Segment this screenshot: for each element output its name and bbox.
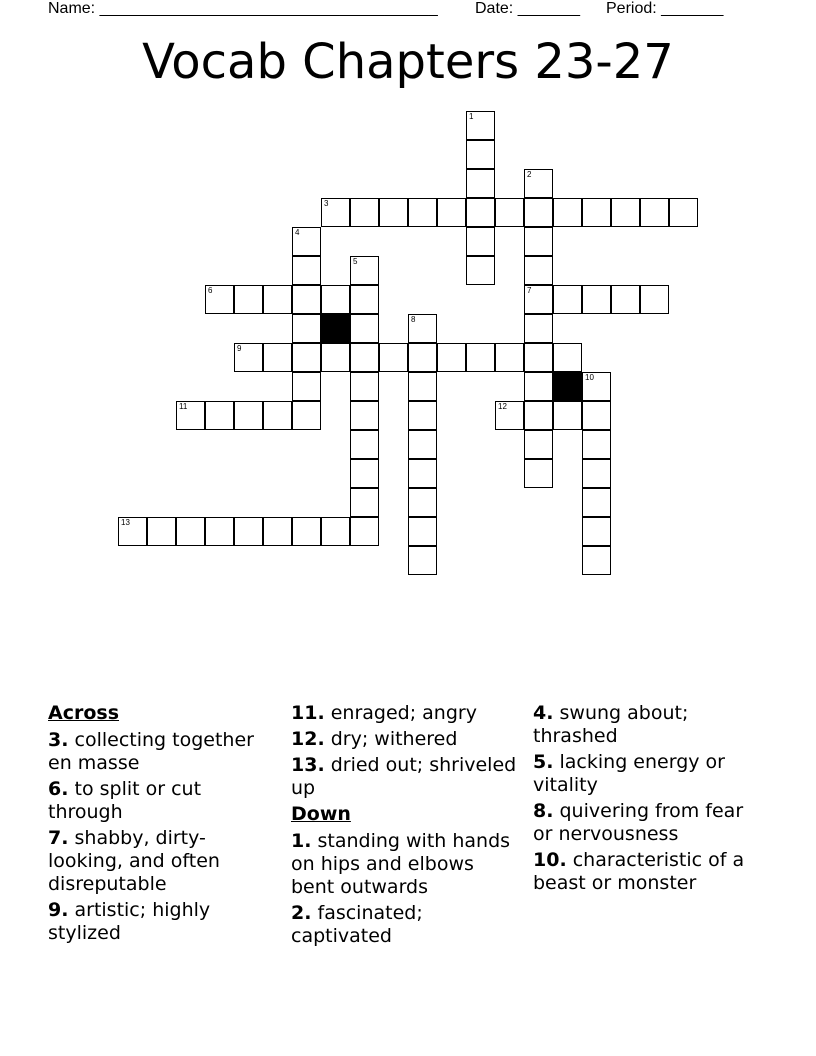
- clue-number-label: 8: [411, 315, 416, 324]
- grid-cell[interactable]: [176, 517, 205, 546]
- grid-cell[interactable]: [408, 517, 437, 546]
- grid-cell[interactable]: [379, 343, 408, 372]
- clue-number-label: 2: [527, 170, 532, 179]
- grid-cell[interactable]: [495, 198, 524, 227]
- grid-cell[interactable]: [582, 517, 611, 546]
- grid-cell[interactable]: [582, 546, 611, 575]
- clue-number-label: 5: [353, 257, 358, 266]
- clue-number-label: 3: [324, 199, 329, 208]
- grid-cell[interactable]: [408, 314, 437, 343]
- grid-cell[interactable]: [582, 285, 611, 314]
- grid-cell[interactable]: [640, 285, 669, 314]
- grid-cell[interactable]: [147, 517, 176, 546]
- grid-cell[interactable]: [408, 372, 437, 401]
- clue-across: 6. to split or cut through: [48, 778, 202, 823]
- grid-cell[interactable]: [524, 343, 553, 372]
- clue-across: 3. collecting together en masse: [48, 729, 254, 774]
- grid-cell[interactable]: [466, 343, 495, 372]
- clue-down: 5. lacking energy or vitality: [533, 751, 725, 796]
- grid-cell[interactable]: [205, 285, 234, 314]
- clue-number-label: 9: [237, 344, 242, 353]
- grid-cell[interactable]: [321, 198, 350, 227]
- down-heading: Down: [291, 803, 351, 825]
- grid-cell[interactable]: [437, 343, 466, 372]
- grid-cell[interactable]: [234, 401, 263, 430]
- grid-cell[interactable]: [466, 140, 495, 169]
- clue-number-label: 1: [469, 112, 474, 121]
- grid-cell[interactable]: [408, 430, 437, 459]
- clue-down: 8. quivering from fear or nervousness: [533, 800, 744, 845]
- grid-cell[interactable]: [437, 198, 466, 227]
- date-field-label[interactable]: Date: _______: [475, 0, 580, 17]
- grid-cell[interactable]: [118, 517, 147, 546]
- name-field-label[interactable]: Name: ______________________________________: [48, 0, 438, 17]
- grid-cell[interactable]: [350, 401, 379, 430]
- grid-cell[interactable]: [408, 488, 437, 517]
- grid-cell[interactable]: [263, 401, 292, 430]
- grid-cell[interactable]: [292, 401, 321, 430]
- grid-cell[interactable]: [669, 198, 698, 227]
- grid-cell[interactable]: [292, 256, 321, 285]
- grid-cell[interactable]: [205, 401, 234, 430]
- grid-cell[interactable]: [495, 343, 524, 372]
- page-title: Vocab Chapters 23-27: [142, 34, 674, 90]
- grid-cell[interactable]: [176, 401, 205, 430]
- grid-cell[interactable]: [350, 459, 379, 488]
- grid-cell[interactable]: [350, 488, 379, 517]
- grid-cell[interactable]: [263, 343, 292, 372]
- clue-column-3: [533, 702, 763, 898]
- grid-cell[interactable]: [524, 256, 553, 285]
- grid-cell[interactable]: [321, 343, 350, 372]
- clue-across: 13. dried out; shriveled up: [291, 754, 517, 799]
- grid-cell[interactable]: [234, 517, 263, 546]
- grid-cell[interactable]: [524, 198, 553, 227]
- grid-cell[interactable]: [582, 198, 611, 227]
- grid-cell[interactable]: [582, 459, 611, 488]
- clue-number-label: 4: [295, 228, 300, 237]
- grid-cell[interactable]: [292, 227, 321, 256]
- grid-cell[interactable]: [524, 285, 553, 314]
- grid-cell[interactable]: [350, 517, 379, 546]
- grid-cell[interactable]: [408, 198, 437, 227]
- clue-column-2: [291, 702, 523, 951]
- grid-cell[interactable]: [524, 401, 553, 430]
- clue-down: 1. standing with hands on hips and elbows bent outwards: [291, 830, 511, 898]
- grid-cell[interactable]: [292, 517, 321, 546]
- grid-cell[interactable]: [350, 256, 379, 285]
- grid-cell[interactable]: [379, 198, 408, 227]
- grid-cell[interactable]: [611, 285, 640, 314]
- grid-cell[interactable]: [582, 372, 611, 401]
- clue-number-label: 12: [498, 402, 507, 411]
- grid-cell[interactable]: [292, 314, 321, 343]
- grid-cell[interactable]: [524, 372, 553, 401]
- grid-cell[interactable]: [466, 256, 495, 285]
- grid-cell[interactable]: [495, 401, 524, 430]
- grid-cell[interactable]: [524, 169, 553, 198]
- grid-cell[interactable]: [234, 285, 263, 314]
- clue-across: 9. artistic; highly stylized: [48, 899, 211, 944]
- grid-cell[interactable]: [582, 401, 611, 430]
- grid-cell[interactable]: [466, 198, 495, 227]
- grid-cell[interactable]: [292, 343, 321, 372]
- grid-cell[interactable]: [350, 372, 379, 401]
- across-heading: Across: [48, 702, 120, 724]
- grid-cell[interactable]: [408, 401, 437, 430]
- grid-cell[interactable]: [524, 459, 553, 488]
- grid-cell[interactable]: [524, 227, 553, 256]
- grid-cell[interactable]: [263, 285, 292, 314]
- clue-down: 4. swung about; thrashed: [533, 702, 689, 747]
- clue-down: 10. characteristic of a beast or monster: [533, 849, 745, 894]
- grid-cell[interactable]: [553, 401, 582, 430]
- clue-column-1: [48, 702, 278, 948]
- clue-number-label: 13: [121, 518, 130, 527]
- grid-cell[interactable]: [524, 314, 553, 343]
- grid-cell[interactable]: [466, 111, 495, 140]
- clue-number-label: 6: [208, 286, 213, 295]
- grid-cell[interactable]: [350, 343, 379, 372]
- grid-cell[interactable]: [292, 372, 321, 401]
- grid-cell[interactable]: [611, 198, 640, 227]
- grid-cell[interactable]: [292, 285, 321, 314]
- clue-across: 11. enraged; angry: [291, 702, 477, 724]
- clue-across: 7. shabby, dirty-looking, and often disreputable: [48, 827, 220, 895]
- grid-cell[interactable]: [553, 285, 582, 314]
- grid-cell[interactable]: [553, 343, 582, 372]
- grid-cell[interactable]: [582, 430, 611, 459]
- clue-down: 2. fascinated; captivated: [291, 902, 423, 947]
- grid-cell[interactable]: [350, 314, 379, 343]
- grid-cell[interactable]: [408, 546, 437, 575]
- grid-cell[interactable]: [524, 430, 553, 459]
- grid-cell[interactable]: [582, 488, 611, 517]
- grid-cell[interactable]: [205, 517, 234, 546]
- grid-cell[interactable]: [350, 430, 379, 459]
- grid-cell[interactable]: [350, 198, 379, 227]
- black-square: [553, 372, 582, 401]
- grid-cell[interactable]: [553, 198, 582, 227]
- grid-cell[interactable]: [466, 169, 495, 198]
- clue-across: 12. dry; withered: [291, 728, 458, 750]
- grid-cell[interactable]: [234, 343, 263, 372]
- black-square: [321, 314, 350, 343]
- grid-cell[interactable]: [263, 517, 292, 546]
- grid-cell[interactable]: [640, 198, 669, 227]
- clue-number-label: 11: [179, 402, 188, 411]
- grid-cell[interactable]: [321, 517, 350, 546]
- clue-number-label: 10: [585, 373, 594, 382]
- grid-cell[interactable]: [408, 343, 437, 372]
- period-field-label[interactable]: Period: _______: [606, 0, 724, 17]
- grid-cell[interactable]: [466, 227, 495, 256]
- grid-cell[interactable]: [350, 285, 379, 314]
- grid-cell[interactable]: [408, 459, 437, 488]
- grid-cell[interactable]: [321, 285, 350, 314]
- clue-number-label: 7: [527, 286, 532, 295]
